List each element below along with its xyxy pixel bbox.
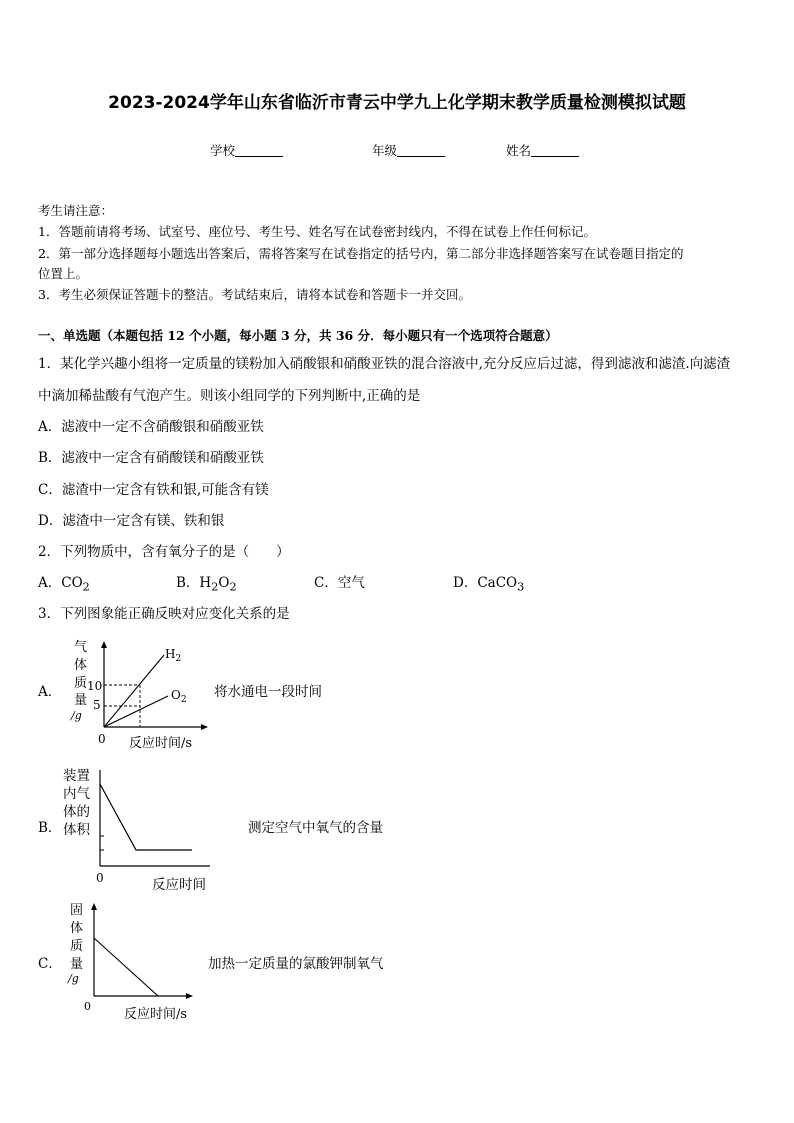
q2-option-a[interactable] [38, 571, 90, 594]
q1-option-d[interactable]: D．滤渣中一定含有镁、铁和银 [38, 513, 225, 529]
q2-option-d[interactable] [453, 571, 524, 594]
graph-c-ylabel: 质 [70, 939, 84, 954]
grade-blank[interactable] [397, 144, 445, 157]
graph-b-ylabel [63, 767, 90, 839]
graph-b-ylabel-line: 装置 [63, 768, 90, 784]
graph-b-ylabel-line: 内气 [63, 786, 90, 802]
option-prefix: D． [453, 575, 478, 591]
q1-stem-line1: 1．某化学兴趣小组将一定质量的镁粉加入硝酸银和硝酸亚铁的混合溶液中,充分反应后过滤，得到滤液和滤渣.向滤渣 [38, 356, 731, 372]
graph-b-xlabel: 反应时间 [152, 877, 206, 893]
graph-c-ylabel: 固 [70, 903, 84, 918]
graph-a-series-label: $O_2$ [171, 688, 187, 705]
graph-a-origin: 0 [98, 732, 106, 746]
formula-sub: 3 [517, 580, 525, 594]
graph-a-ytick: 5 [93, 698, 101, 712]
name-field[interactable] [506, 141, 579, 159]
grade-field[interactable] [372, 141, 445, 159]
graph-a-h2-line [104, 655, 164, 727]
formula-sub: 2 [229, 580, 237, 594]
graph-a-series-label: $H_2$ [165, 647, 182, 664]
q1-stem-line2: 中滴加稀盐酸有气泡产生。则该小组同学的下列判断中,正确的是 [38, 388, 421, 404]
name-blank[interactable] [531, 144, 579, 157]
notice-item: 1．答题前请将考场、试室号、座位号、考生号、姓名写在试卷密封线内，不得在试卷上作任何标记。 [38, 224, 596, 239]
graph-a-ylabel-unit: /g [71, 709, 82, 722]
graph-a-ylabel: 量 [74, 693, 88, 708]
graph-b-ylabel-line: 体的 [63, 804, 90, 820]
q2-option-c[interactable] [314, 571, 365, 591]
graph-b-origin: 0 [96, 871, 104, 885]
q3-option-c-label[interactable]: C． [38, 956, 62, 972]
option-text: 空气 [337, 575, 365, 591]
formula-text: CO [61, 575, 83, 591]
formula-text: O [218, 575, 230, 591]
school-field[interactable] [210, 141, 283, 159]
graph-c-ylabel: 量 [70, 957, 84, 972]
notice-item: 位置上。 [38, 266, 89, 281]
q1-option-a[interactable]: A．滤液中一定不含硝酸银和硝酸亚铁 [38, 419, 264, 435]
arrow-right-icon [186, 993, 193, 999]
formula-sub: 2 [82, 580, 90, 594]
q2-stem: 2．下列物质中，含有氧分子的是（ ） [38, 544, 290, 560]
notice-heading: 考生请注意： [38, 203, 114, 218]
graph-b-curve [100, 784, 192, 850]
arrow-right-icon [201, 724, 208, 730]
arrow-up-icon [91, 903, 97, 910]
graph-c-xlabel: 反应时间/s [124, 1007, 188, 1022]
name-label: 姓名 [506, 143, 532, 158]
arrow-up-icon [101, 641, 107, 648]
graph-a-ylabel: 体 [74, 658, 88, 673]
graph-b-ylabel-line: 体积 [63, 822, 90, 838]
formula-text: H [199, 575, 212, 591]
q3-option-b-desc: 测定空气中氧气的含量 [248, 820, 383, 836]
graph-a-ytick: 10 [87, 679, 103, 693]
graph-a-ylabel: 质 [74, 676, 88, 691]
school-blank[interactable] [235, 144, 283, 157]
graph-c-curve [94, 938, 158, 996]
graph-a-ylabel: 气 [74, 640, 88, 655]
option-prefix: B． [176, 575, 200, 591]
graph-c-origin: 0 [84, 1000, 91, 1013]
graph-c-ylabel-unit: /g [68, 972, 79, 985]
notice-item: 2．第一部分选择题每小题选出答案后，需将答案写在试卷指定的括号内，第二部分非选择题答案写在试卷题目指定的 [38, 246, 684, 261]
q3-option-c-desc: 加热一定质量的氯酸钾制氧气 [208, 956, 384, 972]
option-prefix: C． [314, 575, 338, 591]
graph-a-o2-line [104, 696, 168, 727]
option-prefix: A． [38, 575, 62, 591]
q3-option-a-label[interactable]: A． [38, 684, 62, 700]
page-title: 2023-2024学年山东省临沂市青云中学九上化学期末教学质量检测模拟试题 [108, 93, 686, 113]
q2-option-b[interactable] [176, 571, 237, 594]
q3-option-a-desc: 将水通电一段时间 [214, 684, 322, 700]
grade-label: 年级 [372, 143, 398, 158]
school-label: 学校 [210, 143, 236, 158]
q1-option-c[interactable]: C．滤渣中一定含有铁和银,可能含有镁 [38, 482, 269, 498]
formula-sub: 2 [211, 580, 219, 594]
formula-text: CaCO [477, 575, 518, 591]
q3-option-b-label[interactable]: B． [38, 820, 62, 836]
notice-item: 3．考生必须保证答题卡的整洁。考试结束后，请将本试卷和答题卡一并交回。 [38, 287, 471, 302]
q3-stem: 3．下列图象能正确反映对应变化关系的是 [38, 606, 290, 622]
graph-a-xlabel: 反应时间/s [129, 736, 193, 751]
graph-c-ylabel: 体 [70, 921, 84, 936]
section-heading: 一、单选题（本题包括 12 个小题，每小题 3 分，共 36 分．每小题只有一个选项符合题意） [38, 328, 558, 343]
q1-option-b[interactable]: B．滤液中一定含有硝酸镁和硝酸亚铁 [38, 450, 264, 466]
